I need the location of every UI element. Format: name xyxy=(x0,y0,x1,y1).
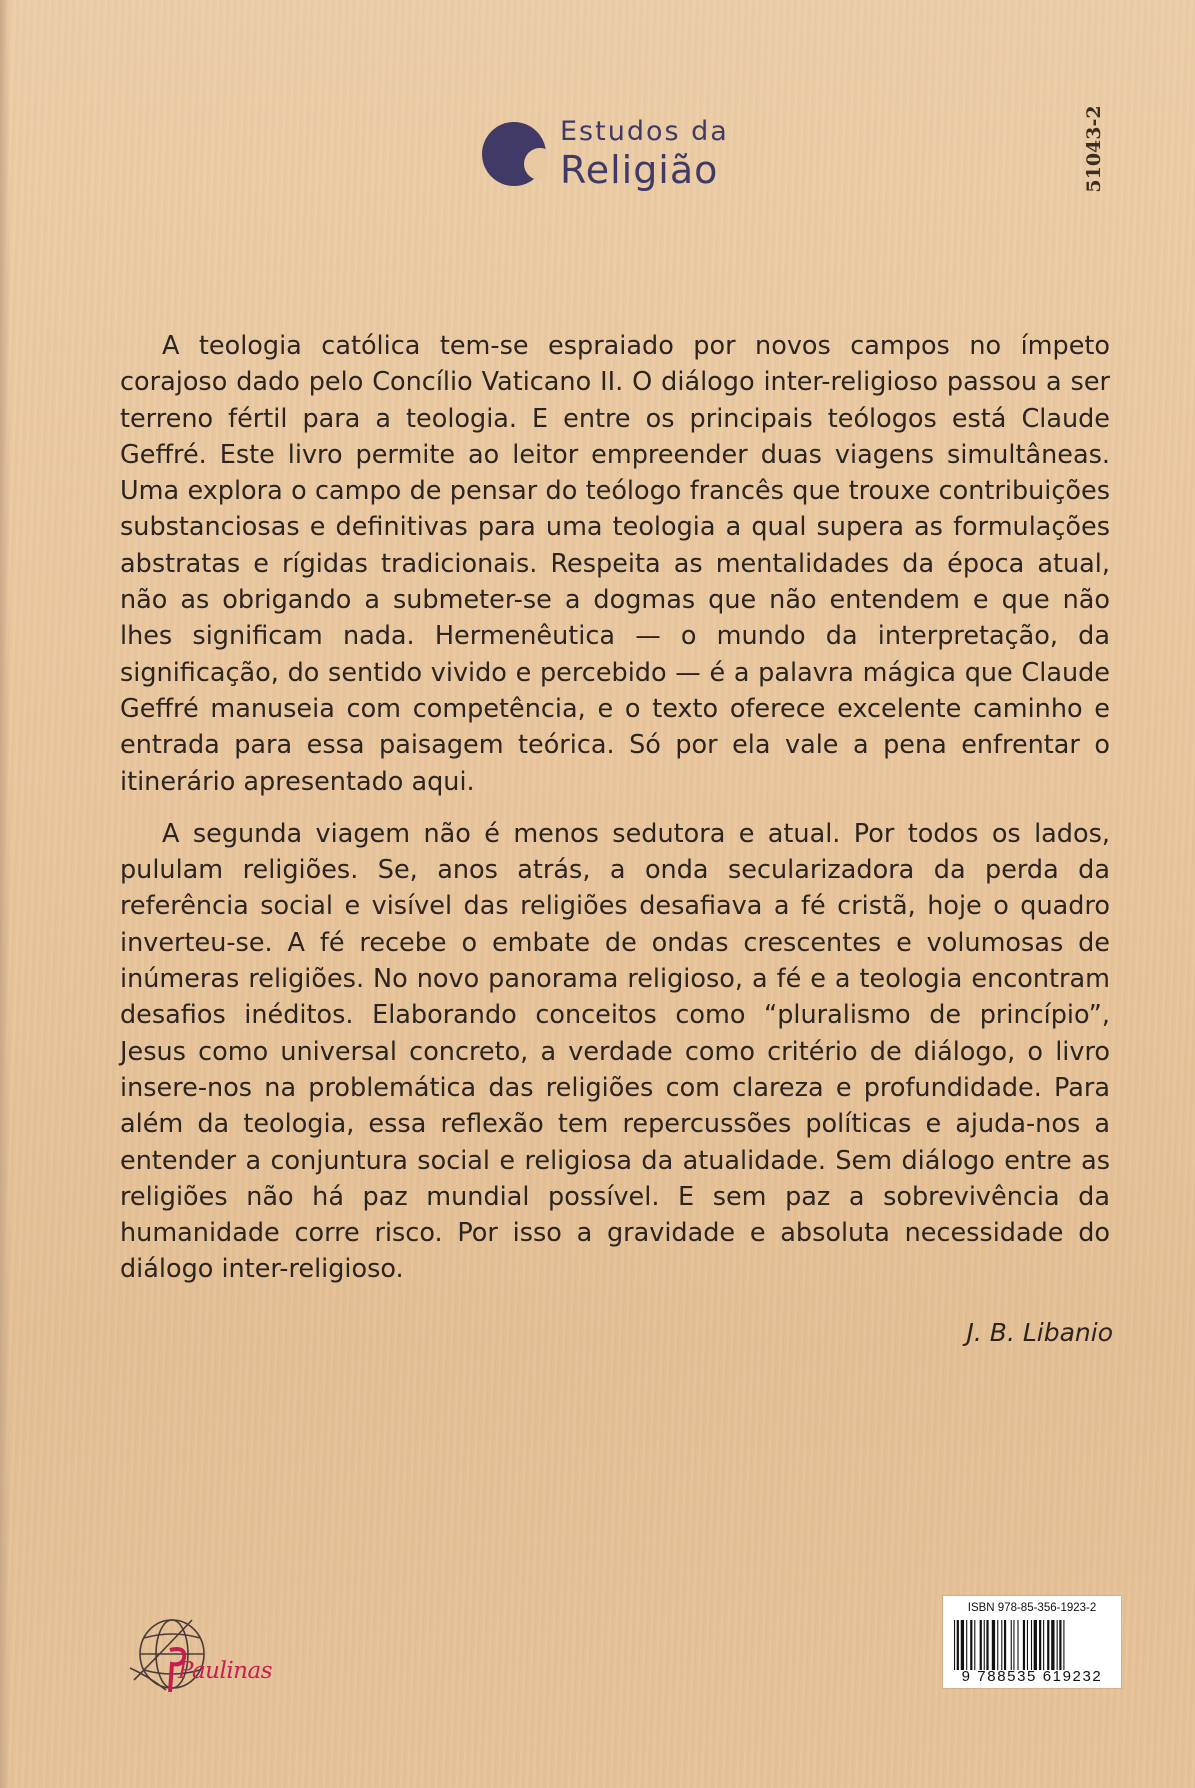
barcode-bar xyxy=(1011,1620,1012,1670)
barcode-bar xyxy=(966,1620,967,1670)
barcode-bar xyxy=(1047,1620,1049,1670)
barcode-bar xyxy=(1051,1620,1054,1670)
barcode-bar xyxy=(980,1620,982,1670)
barcode-bar xyxy=(1004,1620,1006,1670)
barcode-digits: 9 788535 619232 xyxy=(961,1668,1103,1685)
publisher-name: Paulinas xyxy=(178,1658,273,1684)
barcode-bar xyxy=(1027,1620,1028,1670)
catalog-code xyxy=(1079,104,1109,194)
barcode-bar xyxy=(954,1620,955,1670)
barcode-bar xyxy=(974,1620,975,1670)
series-title-line1: Estudos da xyxy=(560,116,729,147)
cover-edge-shadow xyxy=(0,0,10,1788)
barcode-bar xyxy=(1013,1620,1014,1670)
barcode-bars xyxy=(953,1620,1111,1670)
barcode-bar xyxy=(1001,1620,1002,1670)
isbn-barcode xyxy=(943,1596,1121,1688)
barcode-bar xyxy=(997,1620,998,1670)
catalog-code-text: 51043-2 xyxy=(1083,105,1105,193)
barcode-bar xyxy=(1017,1620,1018,1670)
blurb-author: J. B. Libanio xyxy=(966,1318,1113,1347)
blurb-paragraph-1: A teologia católica tem-se espraiado por novos campos no ímpeto corajoso dado pelo Concílio Vaticano II. O diálogo inter-religioso passou a ser terreno fértil para a teologia. E entre os principais teólogos está Claude Geffré. Este livro permite ao leitor empreender duas viagens simultâneas. Uma explora o campo de pensar do teólogo francês que trouxe contribuições substanciosas e definitivas para uma teologia a qual supera as formulações abstratas e rígidas tradicionais. Respeita as mentalidades da época atual, não as obrigando a submeter-se a dogmas que não entendem e que não lhes significam nada. Hermenêutica — o mundo da interpretação, da significação, do sentido vivido e percebido — é a palavra mágica que Claude Geffré manuseia com competência, e o texto oferece excelente caminho e entrada para essa paisagem teórica. Só por ela vale a pena enfrentar o itinerário apresentado aqui. xyxy=(120,331,1110,797)
barcode-bar xyxy=(1031,1620,1032,1670)
barcode-bar xyxy=(1063,1620,1064,1670)
barcode-bar xyxy=(1034,1620,1037,1670)
blurb-paragraph-2: A segunda viagem não é menos sedutora e atual. Por todos os lados, pululam religiões. Se, anos atrás, a onda secularizadora da perda da referência social e visível das religiões desafiava a fé cristã, hoje o quadro inverteu-se. A fé recebe o embate de ondas crescentes e volumosas de inúmeras religiões. No novo panorama religioso, a fé e a teologia encontram desafios inéditos. Elaborando conceitos como “pluralismo de princípio”, Jesus como universal concreto, a verdade como critério de diálogo, o livro insere-nos na problemática das religiões com clareza e profundidade. Para além da teologia, essa reflexão tem repercussões políticas e ajuda-nos a entender a conjuntura social e religiosa da atualidade. Sem diálogo entre as religiões não há paz mundial possível. E sem paz a sobrevivência da humanidade corre risco. Por isso a gravidade e absoluta necessidade do diálogo inter-religioso. xyxy=(120,818,1110,1285)
isbn-label: ISBN 978-85-356-1923-2 xyxy=(967,1602,1097,1614)
barcode-bar xyxy=(1059,1620,1061,1670)
barcode-bar xyxy=(1043,1620,1044,1670)
series-title-line2: Religião xyxy=(560,148,719,192)
barcode-bar xyxy=(986,1620,988,1670)
barcode-bar xyxy=(984,1620,985,1670)
series-logo xyxy=(480,112,780,196)
barcode-bar xyxy=(957,1620,959,1670)
globe-logo-icon xyxy=(126,1610,226,1700)
barcode-bar xyxy=(1039,1620,1041,1670)
barcode-bar xyxy=(970,1620,972,1670)
barcode-bar xyxy=(1023,1620,1025,1670)
publisher-logo xyxy=(126,1610,286,1700)
barcode-bar xyxy=(1057,1620,1058,1670)
back-cover-blurb xyxy=(120,328,1110,1288)
barcode-bar xyxy=(961,1620,964,1670)
barcode-bar xyxy=(992,1620,995,1670)
crescent-circle-icon xyxy=(480,120,548,188)
